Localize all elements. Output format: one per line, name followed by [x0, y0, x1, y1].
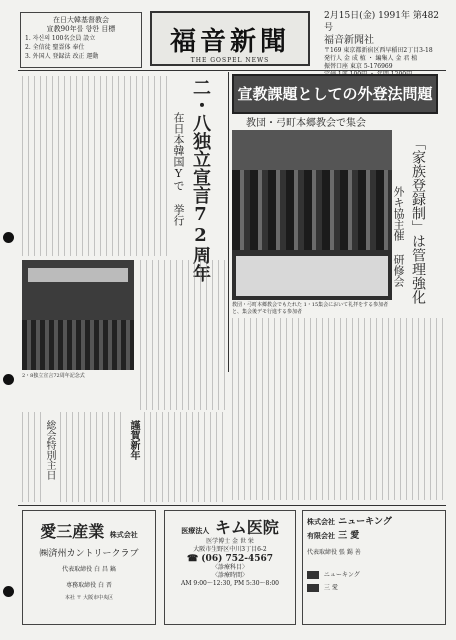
article1-headline: 二・八独立宣言72周年	[190, 78, 211, 282]
schedule-notice-text	[22, 412, 42, 502]
article2-banner-headline: 宣教課題としての外登法問題	[232, 74, 438, 114]
new-year-text	[144, 412, 224, 502]
ad1-address: 本社 〒 大阪市中央区	[64, 595, 114, 601]
article2-photo-caption: 教団・弓町本郷教会でもたれた 1・15集会において礼拝をする参加者と、集会後デモ行進する参加者	[232, 302, 389, 315]
punch-hole-top	[3, 232, 14, 243]
ad3-company1-prefix: 株式会社	[307, 517, 335, 526]
ad3-company1-name: ニューキング	[338, 517, 392, 527]
ad3-logo2-icon	[307, 584, 319, 592]
new-year-greeting: 謹賀新年	[128, 420, 139, 460]
ad1-rep1: 代表取締役 白 昌 鎬	[62, 566, 116, 573]
ad2-departments: 〈診療科目〉	[211, 564, 248, 571]
article1-photo-caption: 2・8独立宣言72周年記念式	[22, 373, 85, 379]
photo-people	[232, 170, 392, 250]
punch-hole-bottom	[3, 586, 14, 597]
ad2-name: キム医院	[214, 518, 279, 537]
ad3-rep: 代表取締役 張 錫 善	[307, 549, 361, 556]
photo-crowd	[22, 320, 134, 370]
publisher-detail: 〒169 東京都新宿区西早稲田2丁目3-18	[324, 47, 433, 54]
publisher-name: 福音新聞社	[324, 35, 374, 46]
ad2-name-line	[165, 515, 295, 538]
article2-vertical-subhead: 外キ協主催 研修会	[392, 186, 405, 287]
ad2-hours: AM 9:00〜12:30, PM 5:30〜8:00	[181, 580, 279, 587]
mission-line: 在日大韓基督教会	[53, 16, 109, 24]
ad-kim-clinic	[164, 510, 296, 625]
ad2-phone: ☎ (06) 752-4567	[186, 554, 274, 564]
article1-subhead: 在日本韓国Yで 挙行	[172, 112, 185, 226]
issue-date: 2月15日(金)	[324, 11, 376, 21]
ad3-company2-prefix: 有限会社	[307, 531, 335, 540]
ad2-director: 医学博士 金 世 栄	[206, 538, 254, 545]
masthead-divider	[18, 70, 446, 71]
article2-photo	[232, 130, 392, 300]
ad2-prefix: 医療法人	[181, 526, 210, 535]
ad3-company1	[307, 515, 441, 529]
ad3-company2	[307, 529, 441, 543]
ad-aisan-sangyo	[22, 510, 156, 625]
newspaper-subtitle: THE GOSPEL NEWS	[190, 57, 270, 64]
ad2-hours-label: 〈診療時間〉	[211, 572, 248, 579]
ad1-company-line	[23, 519, 155, 542]
ads-divider	[18, 505, 446, 506]
publication-info	[324, 10, 446, 79]
mission-line: 3. 外国人 登録法 改正 運動	[25, 53, 99, 60]
masthead	[150, 11, 310, 66]
ad3-company2-name: 三 愛	[338, 531, 360, 541]
ad3-line2-text: 三 愛	[323, 584, 338, 591]
issue-number: 第482号	[324, 11, 440, 33]
mission-line: 宣教90年를 향한 目標	[46, 25, 116, 33]
ad3-line2	[307, 584, 441, 593]
mission-line: 2. 全信徒 聖霊体 奉仕	[25, 44, 85, 51]
publisher-detail: 発行人 金 成 植 ・ 編集人 金 君 植	[324, 55, 418, 62]
schedule-title: 総会特別主日	[44, 420, 55, 480]
ad-newking	[302, 510, 446, 625]
notice-text	[60, 412, 122, 502]
article1-body-text-lower	[140, 260, 226, 410]
ad3-line1-text: ニューキング	[323, 571, 360, 579]
issue-year: 1991年	[378, 11, 410, 21]
photo-signs	[236, 256, 388, 296]
ad1-suffix: 株式会社	[109, 530, 138, 539]
newspaper-title: 福音新聞	[169, 27, 290, 57]
mission-goals-box	[20, 12, 142, 68]
article2-body-text	[232, 318, 446, 500]
article1-photo	[22, 260, 134, 370]
issue-date-line	[324, 10, 446, 34]
ad1-company: 愛三産業	[40, 522, 105, 541]
article2-subhead: 教団・弓町本郷教会で集会	[246, 118, 366, 129]
ad1-rep2: 専務取締役 白 晋	[66, 582, 112, 589]
column-divider	[228, 72, 229, 372]
ad1-club: ㈱済州カントリークラブ	[39, 549, 139, 559]
publisher-detail: 振替口座 東京 5-176969	[324, 63, 393, 70]
article2-vertical-headline: 「家族登録制」は管理強化	[410, 136, 426, 304]
mission-line: 1. 자신의 100名会員 設立	[25, 35, 96, 42]
article1-body-text	[22, 76, 168, 256]
punch-hole-middle	[3, 374, 14, 385]
ad3-line1	[307, 571, 441, 580]
photo-banner	[28, 268, 128, 282]
ad2-address: 大阪市生野区中川3丁目6-2	[193, 546, 267, 553]
ad3-logo-icon	[307, 571, 319, 579]
